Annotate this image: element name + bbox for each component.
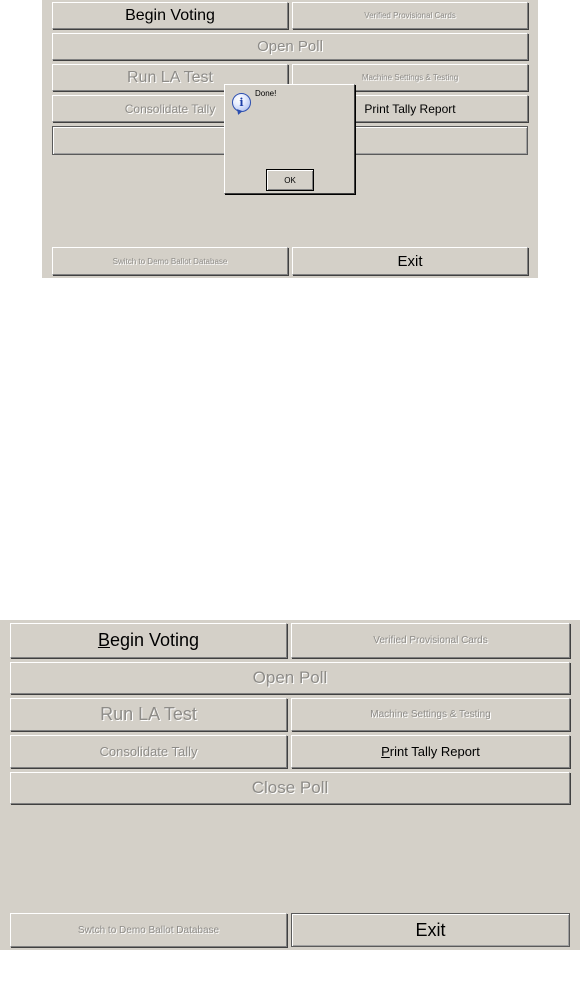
begin-voting-label: egin Voting (109, 630, 200, 650)
open-poll-button[interactable]: Open Poll (10, 662, 570, 694)
open-poll-button[interactable]: Open Poll (52, 33, 528, 60)
run-la-test-button[interactable]: Run LA Test (10, 698, 287, 731)
print-tally-report-mnemonic: P (381, 744, 390, 759)
machine-settings-testing-button[interactable]: Machine Settings & Testing (291, 698, 570, 731)
dialog-message: Done! (255, 89, 277, 98)
close-poll-button[interactable]: Close Poll (10, 772, 570, 804)
print-tally-report-button[interactable] (291, 735, 570, 768)
info-icon: i (232, 93, 251, 112)
print-tally-report-button[interactable]: Print Tally Report (292, 95, 528, 122)
top-screen-panel (42, 0, 538, 278)
verified-provisional-cards-button[interactable]: Verified Provisional Cards (292, 2, 528, 29)
consolidate-tally-button[interactable]: Consolidate Tally (10, 735, 287, 768)
exit-button[interactable]: Exit (292, 247, 528, 275)
machine-settings-testing-button[interactable]: Machine Settings & Testing (292, 64, 528, 91)
switch-demo-database-button[interactable]: Swtch to Demo Ballot Database (10, 913, 287, 947)
bottom-screen-panel (0, 620, 580, 950)
begin-voting-button[interactable] (10, 623, 287, 658)
print-tally-report-label: rint Tally Report (389, 744, 480, 759)
begin-voting-mnemonic: B (97, 630, 110, 650)
switch-demo-database-button[interactable]: Switch to Demo Ballot Database (52, 247, 288, 275)
begin-voting-button[interactable]: Begin Voting (52, 2, 288, 29)
exit-button[interactable]: Exit (291, 913, 570, 947)
consolidate-tally-button[interactable]: Consolidate Tally (52, 95, 288, 122)
done-dialog (224, 84, 355, 194)
verified-provisional-cards-button[interactable]: Verified Provisional Cards (291, 623, 570, 658)
run-la-test-button[interactable]: Run LA Test (52, 64, 288, 91)
ok-button[interactable]: OK (266, 169, 314, 191)
